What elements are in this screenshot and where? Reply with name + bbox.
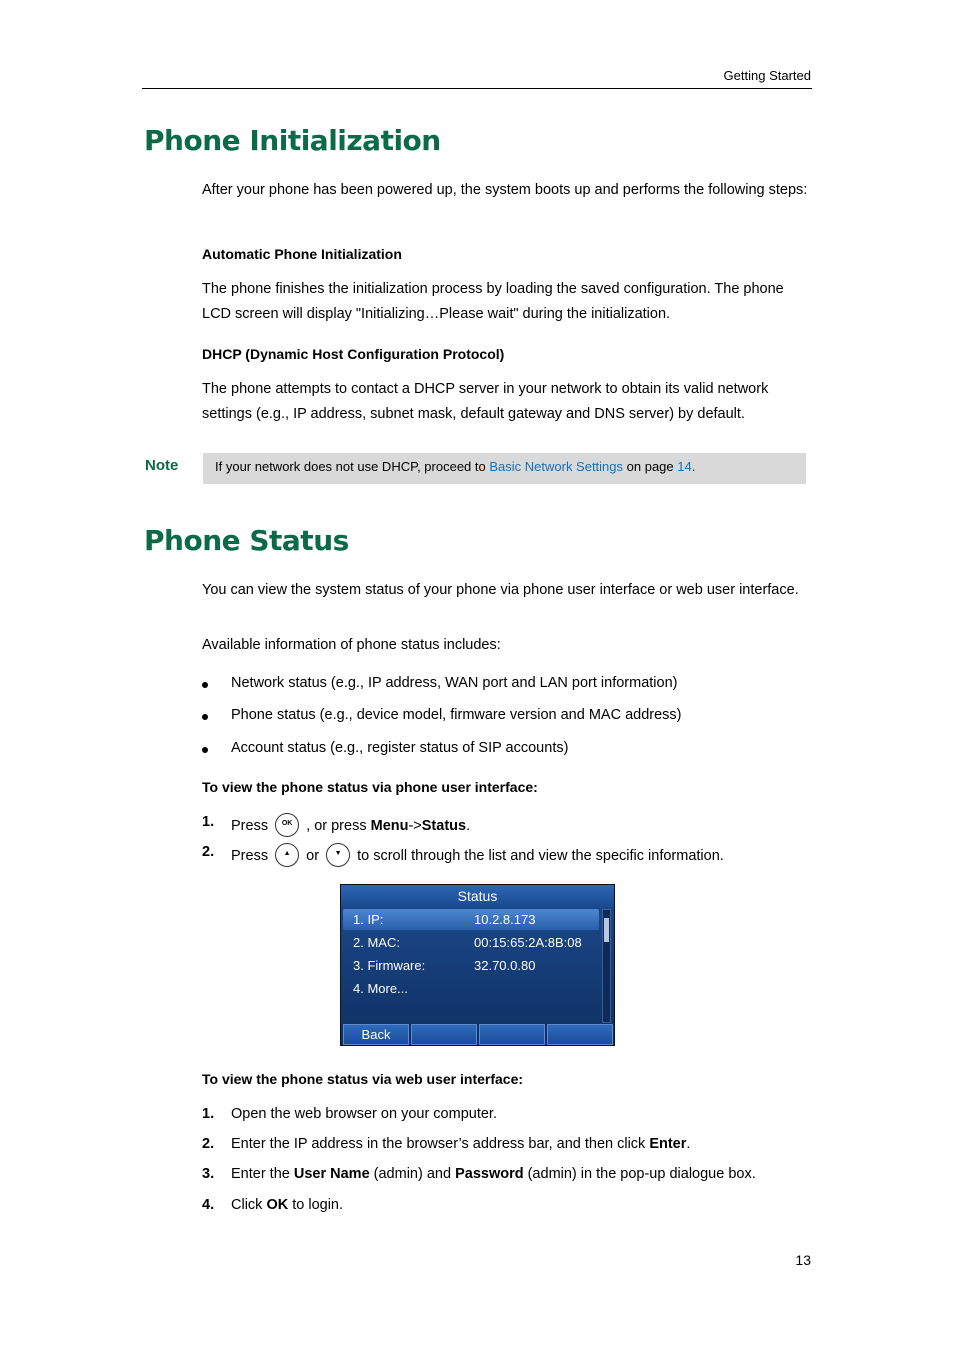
- lcd-title: Status: [457, 888, 498, 904]
- note-text-mid: on page: [623, 459, 678, 474]
- press-label: Press: [231, 847, 269, 864]
- available-info-paragraph: Available information of phone status includes:: [202, 637, 501, 653]
- running-header: Getting Started: [723, 68, 811, 83]
- lcd-item-key: 4. More...: [353, 981, 408, 996]
- subheading-dhcp: DHCP (Dynamic Host Configuration Protocol): [202, 346, 505, 362]
- section-title-phone-status: Phone Status: [144, 524, 349, 557]
- step-end: .: [466, 817, 471, 834]
- down-key-icon: ▼: [326, 843, 350, 867]
- lcd-scroll-thumb[interactable]: [604, 918, 609, 942]
- lcd-list-item[interactable]: [343, 932, 599, 953]
- step-number: 4.: [202, 1197, 215, 1213]
- status-intro-paragraph: You can view the system status of your phone via phone user interface or web user interface.: [202, 582, 799, 598]
- note-label: Note: [145, 457, 179, 474]
- scroll-text: to scroll through the list and view the specific information.: [357, 847, 724, 864]
- softkey-3[interactable]: [479, 1024, 545, 1045]
- ok-key-icon: OK: [275, 813, 299, 837]
- step-number: 2.: [202, 1136, 215, 1152]
- step-number: 2.: [202, 844, 215, 860]
- password-label: Password: [455, 1166, 524, 1182]
- lcd-list-item[interactable]: [343, 909, 599, 930]
- step-text: Click OK to login.: [231, 1197, 344, 1213]
- ok-label: OK: [266, 1197, 289, 1213]
- lcd-item-value: 10.2.8.173: [474, 912, 536, 927]
- lcd-scrollbar[interactable]: [602, 909, 611, 1023]
- step-number: 1.: [202, 1106, 215, 1122]
- step-mid-text: , or press: [306, 817, 371, 834]
- softkey-4[interactable]: [547, 1024, 613, 1045]
- lcd-list-item[interactable]: [343, 978, 599, 999]
- lcd-item-value: 32.70.0.80: [474, 958, 536, 973]
- page-link[interactable]: 14: [677, 459, 692, 474]
- or-label: or: [306, 847, 320, 864]
- menu-label: Menu: [370, 817, 409, 834]
- page-number: 13: [795, 1252, 811, 1268]
- web-ui-heading: To view the phone status via web user interface:: [202, 1071, 524, 1087]
- list-item-text: Account status (e.g., register status of SIP accounts): [231, 740, 569, 756]
- section-title-phone-initialization: Phone Initialization: [144, 124, 441, 157]
- softkey-back[interactable]: Back: [343, 1024, 409, 1045]
- dhcp-paragraph: The phone attempts to contact a DHCP server in your network to obtain its valid network settings (e.g., IP address, subnet mask, default gateway and DNS server) by default.: [202, 381, 769, 422]
- lcd-item-value: 00:15:65:2A:8B:08: [474, 935, 582, 950]
- basic-network-settings-link[interactable]: Basic Network Settings: [489, 459, 624, 474]
- lcd-item-key: 2. MAC:: [353, 935, 400, 950]
- arrow-text: ->: [408, 817, 422, 834]
- step-number: 3.: [202, 1166, 215, 1182]
- note-text: [215, 459, 695, 474]
- bullet-dot: [202, 747, 208, 753]
- lcd-item-key: 1. IP:: [353, 912, 384, 927]
- phone-ui-heading: To view the phone status via phone user interface:: [202, 779, 538, 795]
- step-text: Enter the IP address in the browser’s address bar, and then click Enter.: [231, 1136, 691, 1152]
- step-text: [231, 814, 470, 838]
- status-label: Status: [421, 817, 467, 834]
- step-text: Open the web browser on your computer.: [231, 1106, 497, 1122]
- automatic-init-paragraph: The phone finishes the initialization process by loading the saved configuration. The phone LCD screen will display "Initializing…Please wait" during the initialization.: [202, 281, 784, 322]
- enter-label: Enter: [649, 1136, 687, 1152]
- list-item-text: Phone status (e.g., device model, firmware version and MAC address): [231, 707, 682, 723]
- lcd-softkey-bar: [341, 1023, 614, 1045]
- note-text-before: If your network does not use DHCP, proceed to: [215, 459, 490, 474]
- step-number: 1.: [202, 814, 215, 830]
- subheading-automatic-init: Automatic Phone Initialization: [202, 246, 402, 262]
- softkey-2[interactable]: [411, 1024, 477, 1045]
- lcd-item-key: 3. Firmware:: [353, 958, 426, 973]
- list-item-text: Network status (e.g., IP address, WAN port and LAN port information): [231, 675, 678, 691]
- header-rule: [142, 88, 812, 89]
- bullet-dot: [202, 714, 208, 720]
- phone-lcd-screen: [340, 884, 615, 1046]
- bullet-dot: [202, 682, 208, 688]
- intro-paragraph: After your phone has been powered up, the system boots up and performs the following steps:: [202, 182, 808, 198]
- username-label: User Name: [293, 1166, 370, 1182]
- note-text-end: .: [691, 459, 696, 474]
- step-text: Enter the User Name (admin) and Password (admin) in the pop-up dialogue box.: [231, 1166, 756, 1182]
- lcd-list-item[interactable]: [343, 955, 599, 976]
- press-label: Press: [231, 817, 269, 834]
- step-text: [231, 844, 724, 868]
- up-key-icon: ▲: [275, 843, 299, 867]
